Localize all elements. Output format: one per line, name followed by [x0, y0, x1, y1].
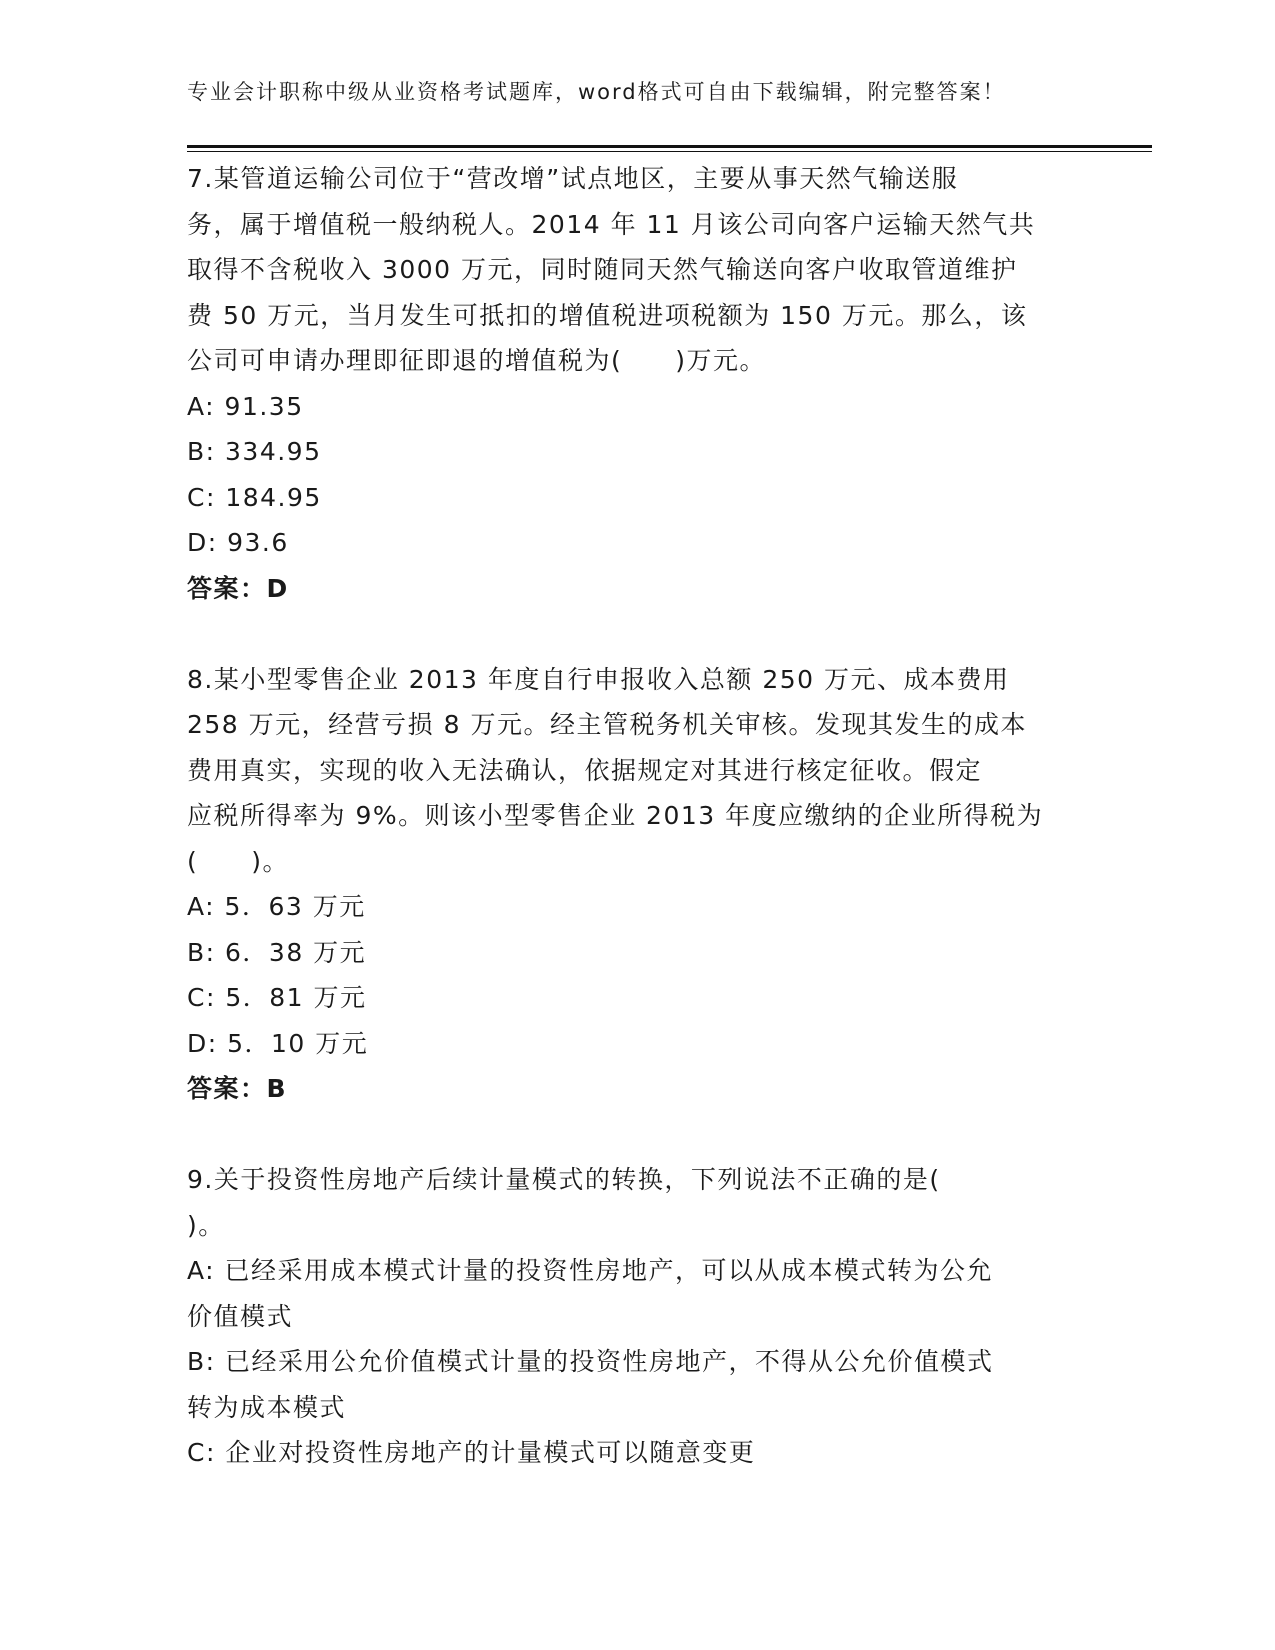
question-stem-line: 费用真实，实现的收入无法确认，依据规定对其进行核定征收。假定 [187, 755, 983, 785]
option-c: C: 企业对投资性房地产的计量模式可以随意变更 [187, 1438, 756, 1467]
option-a: A: 已经采用成本模式计量的投资性房地产，可以从成本模式转为公允 [187, 1256, 994, 1285]
question-list [187, 156, 1087, 1476]
question-stem-line: )。 [187, 1210, 225, 1240]
question-stem-line: 务，属于增值税一般纳税人。2014 年 11 月该公司向客户运输天然气共 [187, 209, 1036, 239]
question-stem-line: 9.关于投资性房地产后续计量模式的转换，下列说法不正确的是( [187, 1165, 941, 1194]
option-d: D: 93.6 [187, 528, 289, 557]
question-8 [187, 657, 1087, 1112]
header-rule-thin [187, 151, 1152, 152]
page-header: 专业会计职称中级从业资格考试题库，word格式可自由下载编辑，附完整答案！ [187, 80, 1006, 104]
question-stem-line: ( )。 [187, 846, 290, 876]
question-7 [187, 156, 1087, 611]
question-9 [187, 1157, 1087, 1476]
question-stem-line: 258 万元，经营亏损 8 万元。经主管税务机关审核。发现其发生的成本 [187, 710, 1027, 739]
question-stem-line: 应税所得率为 9%。则该小型零售企业 2013 年度应缴纳的企业所得税为 [187, 801, 1044, 830]
question-stem-line: 费 50 万元，当月发生可抵扣的增值税进项税额为 150 万元。那么，该 [187, 300, 1028, 330]
question-stem-line: 取得不含税收入 3000 万元，同时随同天然气输送向客户收取管道维护 [187, 255, 1018, 284]
question-stem-line: 8.某小型零售企业 2013 年度自行申报收入总额 250 万元、成本费用 [187, 664, 1010, 694]
question-stem-line: 7.某管道运输公司位于“营改增”试点地区，主要从事天然气输送服 [187, 164, 959, 193]
option-b: B: 已经采用公允价值模式计量的投资性房地产，不得从公允价值模式 [187, 1347, 994, 1376]
option-b: B: 334.95 [187, 437, 322, 466]
option-c: C: 184.95 [187, 482, 322, 512]
option-b-continued: 转为成本模式 [187, 1392, 347, 1422]
answer-label: 答案：D [187, 573, 289, 603]
option-c: C: 5．81 万元 [187, 983, 367, 1012]
header-rule-thick [187, 145, 1152, 148]
option-a: A: 5．63 万元 [187, 892, 366, 921]
option-a-continued: 价值模式 [187, 1301, 294, 1331]
option-d: D: 5．10 万元 [187, 1028, 369, 1058]
question-stem-line: 公司可申请办理即征即退的增值税为( )万元。 [187, 346, 767, 375]
option-b: B: 6．38 万元 [187, 937, 367, 967]
option-a: A: 91.35 [187, 391, 304, 421]
answer-label: 答案：B [187, 1074, 288, 1103]
